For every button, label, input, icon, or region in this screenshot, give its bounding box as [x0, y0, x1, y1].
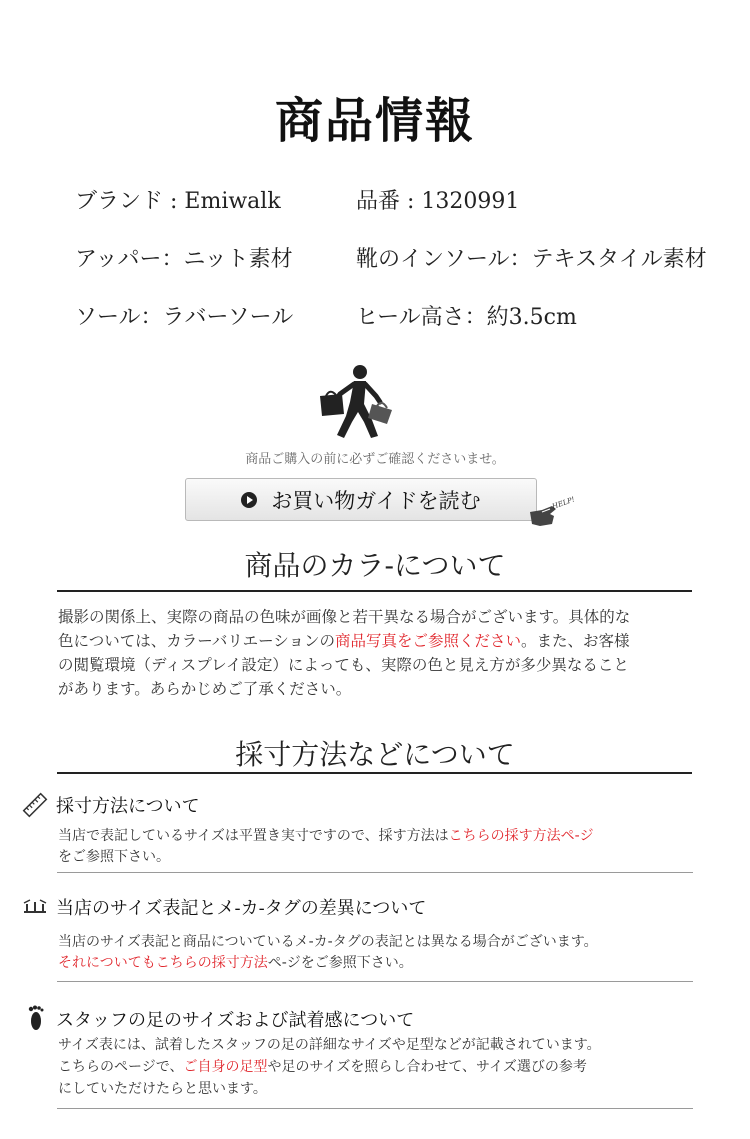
foot-shape-link[interactable]: ご自身の足型 [183, 1059, 268, 1075]
help-hand-icon [526, 495, 576, 532]
color-line: 色については、カラーバリエーションの商品写真をご参照ください。また、お客様 [58, 632, 630, 650]
spec-heel-height: ヒール高さ：約3.5cm [356, 305, 577, 330]
measure-method-link[interactable]: こちらの採す方法ペ-ジ [448, 828, 594, 844]
help-text: HELP! [551, 495, 576, 511]
measure-section-heading: 採寸方法などについて [235, 738, 515, 771]
spec-insole: 靴のインソール：テキスタイル素材 [356, 247, 707, 272]
color-line: があります。あらかじめご了承ください。 [58, 680, 352, 698]
color-line: 撮影の関係上、実際の商品の色味が画像と若干異なる場合がございます。具体的な [58, 608, 631, 626]
measure-item-line: こちらのページで、ご自身の足型や足のサイズを照らし合わせて、サイズ選びの参考 [58, 1059, 587, 1075]
color-section-heading: 商品のカラ-について [244, 549, 506, 582]
shopping-guide-button[interactable] [185, 478, 537, 521]
measure-item-line: 当店のサイズ表記と商品についているメ-カ-タグの表記とは異なる場合がございます。 [58, 934, 598, 950]
color-heading-rule [57, 590, 692, 592]
purchase-notice: 商品ご購入の前に必ずご確認くださいませ。 [245, 452, 505, 467]
measure-method-link[interactable]: それについてもこちらの採寸方法 [58, 955, 268, 971]
page-title: 商品情報 [274, 93, 475, 149]
ruler-icon [22, 792, 48, 818]
spec-brand: ブランド : Emiwalk [75, 189, 281, 214]
measure-item-line: をご参照下さい。 [58, 849, 170, 865]
product-photo-link[interactable]: 商品写真をご参照ください [335, 632, 522, 650]
measure-item-title: 採寸方法について [56, 796, 200, 817]
measure-item-line: サイズ表には、試着したスタッフの足の詳細なサイズや足型などが記載されています。 [58, 1037, 601, 1053]
shopper-icon [314, 364, 398, 440]
measure-item-line: それについてもこちらの採寸方法ペ-ジをご参照下さい。 [58, 955, 413, 971]
measure-item-title: スタッフの足のサイズおよび試着感について [56, 1010, 415, 1031]
measure-item-line: にしていただけたらと思います。 [58, 1081, 267, 1097]
tag-icon [22, 898, 48, 916]
spec-upper: アッパー：ニット素材 [75, 247, 293, 272]
footprint-icon [26, 1004, 46, 1032]
spec-sole: ソール：ラバーソール [75, 305, 294, 330]
shopping-guide-label: お買い物ガイドを読む [271, 488, 481, 513]
play-icon [241, 492, 257, 508]
item-divider [57, 872, 693, 873]
color-line: の閲覧環境（ディスプレイ設定）によっても、実際の色と見え方が多少異なること [58, 656, 629, 674]
measure-item-line: 当店で表記しているサイズは平置き実寸ですので、採す方法はこちらの採す方法ペ-ジ [58, 828, 594, 844]
spec-item-number: 品番 : 1320991 [356, 189, 520, 214]
item-divider [57, 981, 693, 982]
measure-item-title: 当店のサイズ表記とメ-カ-タグの差異について [56, 898, 427, 919]
measure-heading-rule [57, 772, 692, 774]
item-divider [57, 1108, 693, 1109]
